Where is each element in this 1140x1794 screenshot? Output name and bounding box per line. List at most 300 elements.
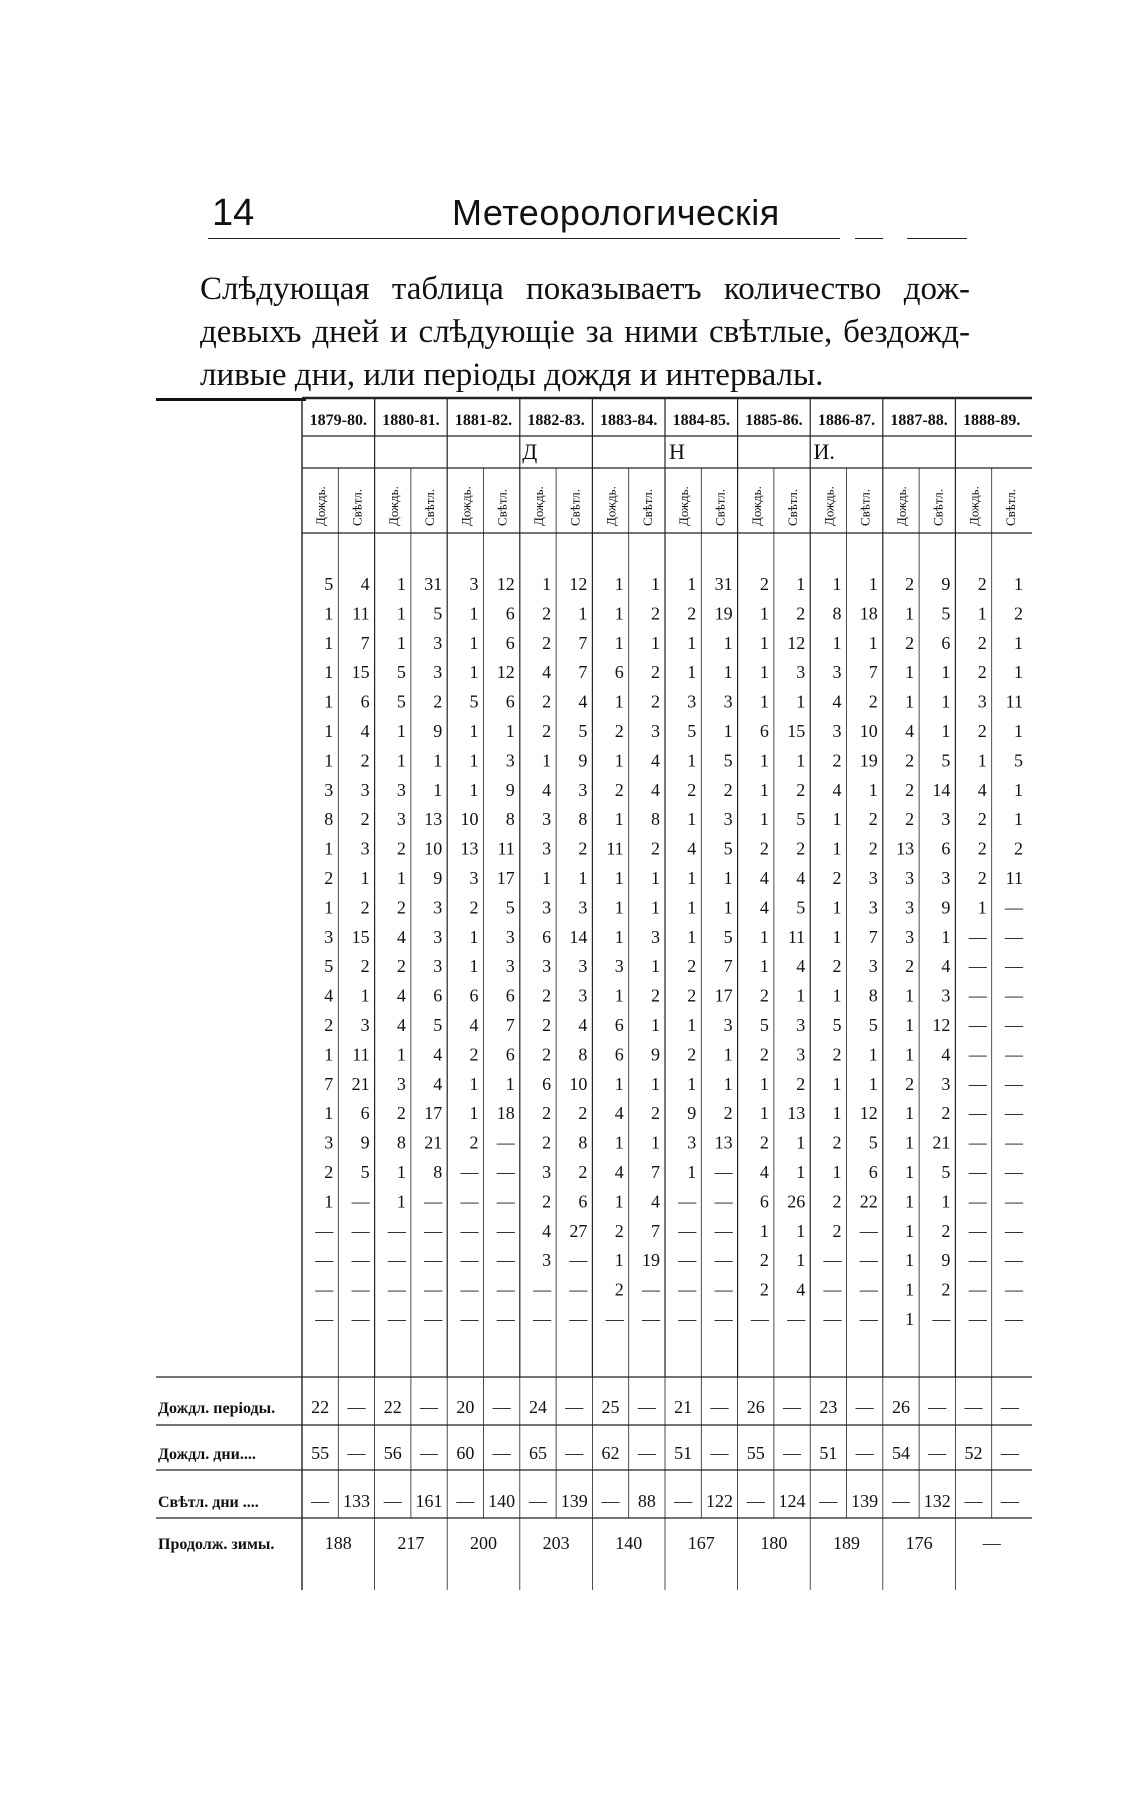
table-cell: 5 bbox=[505, 897, 515, 918]
table-cell: 14 bbox=[932, 779, 951, 800]
table-cell: 1 bbox=[469, 956, 479, 977]
table-cell: 1 bbox=[469, 603, 479, 624]
table-cell: 1 bbox=[977, 603, 987, 624]
summary-cell: 22 bbox=[311, 1397, 330, 1417]
table-cell: 1 bbox=[723, 721, 733, 741]
summary-cell: 60 bbox=[456, 1443, 475, 1463]
table-cell: 3 bbox=[905, 868, 915, 888]
table-cell: 7 bbox=[868, 926, 878, 947]
table-cell: 1 bbox=[396, 721, 406, 741]
table-cell: — bbox=[1005, 1191, 1023, 1212]
summary-cell: 140 bbox=[488, 1491, 516, 1511]
table-cell: 10 bbox=[460, 809, 479, 830]
table-cell: 1 bbox=[396, 1162, 406, 1182]
table-cell: 19 bbox=[714, 603, 733, 624]
summary-cell: 25 bbox=[601, 1397, 620, 1417]
table-cell: 6 bbox=[505, 1044, 515, 1065]
table-cell: 1 bbox=[796, 1220, 806, 1241]
table-cell: — bbox=[460, 1220, 479, 1241]
summary-cell: 88 bbox=[637, 1491, 656, 1511]
table-cell: 3 bbox=[796, 1044, 806, 1065]
table-cell: 3 bbox=[360, 838, 370, 859]
summary-row-label: Дождл. дни.... bbox=[158, 1446, 256, 1463]
table-cell: — bbox=[968, 1015, 987, 1035]
table-cell: 12 bbox=[496, 662, 515, 683]
table-cell: 11 bbox=[606, 838, 624, 859]
table-cell: 3 bbox=[723, 809, 733, 830]
table-cell: — bbox=[387, 1220, 406, 1241]
table-cell: 3 bbox=[469, 868, 479, 888]
table-cell: 1 bbox=[796, 1132, 806, 1153]
summary-cell: — bbox=[565, 1443, 584, 1463]
summary-cell: — bbox=[383, 1491, 402, 1511]
table-cell: 4 bbox=[396, 985, 406, 1006]
table-cell: 3 bbox=[324, 1132, 334, 1153]
table-cell: 9 bbox=[941, 897, 951, 918]
table-cell: 2 bbox=[759, 1250, 769, 1271]
table-cell: 11 bbox=[1005, 691, 1023, 712]
table-cell: 4 bbox=[687, 838, 697, 859]
intro-line-3: ливые дни, или періоды дождя и интервалы. bbox=[200, 357, 824, 393]
summary-cell: 20 bbox=[456, 1397, 475, 1417]
summary-cell: — bbox=[964, 1491, 983, 1511]
table-cell: 1 bbox=[759, 809, 769, 830]
table-cell: 1 bbox=[759, 956, 769, 977]
table-cell: 9 bbox=[433, 721, 443, 741]
table-cell: — bbox=[678, 1220, 697, 1241]
table-cell: 1 bbox=[324, 1044, 334, 1065]
table-cell: 2 bbox=[687, 956, 697, 977]
column-subheader: Дождь. bbox=[313, 486, 329, 526]
table-cell: 2 bbox=[941, 1279, 951, 1300]
table-cell: 2 bbox=[905, 750, 915, 771]
table-cell: 2 bbox=[687, 779, 697, 800]
table-cell: 8 bbox=[505, 809, 515, 830]
table-cell: 1 bbox=[614, 1073, 624, 1094]
table-cell: — bbox=[424, 1220, 443, 1241]
table-cell: 12 bbox=[569, 574, 588, 594]
table-cell: 2 bbox=[832, 1132, 842, 1153]
summary-cell: — bbox=[783, 1443, 802, 1463]
year-header: 1881-82. bbox=[454, 412, 513, 429]
table-cell: — bbox=[968, 1191, 987, 1212]
table-cell: — bbox=[460, 1279, 479, 1300]
table-cell: 1 bbox=[796, 1250, 806, 1271]
table-cell: 3 bbox=[542, 956, 552, 977]
table-cell: 22 bbox=[859, 1191, 878, 1212]
table-cell: 1 bbox=[832, 1073, 842, 1094]
table-cell: — bbox=[533, 1279, 552, 1300]
summary-cell: 23 bbox=[819, 1397, 838, 1417]
table-cell: 2 bbox=[832, 1220, 842, 1241]
column-subheader: Свѣтл. bbox=[494, 489, 510, 526]
table-cell: 3 bbox=[723, 1015, 733, 1035]
table-cell: 1 bbox=[687, 897, 697, 918]
table-cell: 3 bbox=[868, 897, 878, 918]
table-cell: — bbox=[1005, 1250, 1023, 1271]
table-cell: — bbox=[387, 1250, 406, 1271]
table-cell: 1 bbox=[396, 632, 406, 653]
table-cell: — bbox=[968, 1250, 987, 1271]
table-cell: 7 bbox=[651, 1162, 660, 1182]
table-cell: 2 bbox=[542, 1191, 552, 1212]
intro-line-1: Слѣдующая таблица показываетъ количество дож- bbox=[200, 271, 970, 307]
summary-cell: — bbox=[347, 1443, 366, 1463]
table-cell: 1 bbox=[905, 1103, 915, 1124]
table-cell: 2 bbox=[651, 1103, 660, 1124]
table-cell: 2 bbox=[977, 868, 987, 888]
column-subheader: Свѣтл. bbox=[639, 489, 655, 526]
table-cell: — bbox=[787, 1309, 806, 1329]
summary-cell: — bbox=[601, 1491, 620, 1511]
summary-cell: — bbox=[928, 1397, 947, 1417]
table-cell: 1 bbox=[324, 1103, 334, 1124]
table-cell: — bbox=[1005, 985, 1023, 1006]
table-cell: 4 bbox=[796, 956, 806, 977]
table-cell: — bbox=[968, 1162, 987, 1182]
table-cell: 6 bbox=[542, 926, 552, 947]
summary-cell: 26 bbox=[746, 1397, 765, 1417]
table-cell: — bbox=[714, 1220, 733, 1241]
table-cell: 5 bbox=[1014, 750, 1023, 771]
table-cell: 1 bbox=[614, 632, 624, 653]
table-cell: 7 bbox=[578, 662, 588, 683]
table-cell: 9 bbox=[651, 1044, 660, 1065]
summary-cell: — bbox=[1000, 1397, 1019, 1417]
table-cell: 3 bbox=[360, 779, 370, 800]
table-cell: 3 bbox=[868, 956, 878, 977]
table-cell: 6 bbox=[360, 691, 370, 712]
summary-cell: — bbox=[710, 1443, 729, 1463]
table-cell: 8 bbox=[433, 1162, 443, 1182]
table-cell: 1 bbox=[832, 809, 842, 830]
summary-cell: 62 bbox=[601, 1443, 620, 1463]
column-subheader: Свѣтл. bbox=[712, 489, 728, 526]
summary-cell: 56 bbox=[383, 1443, 402, 1463]
table-cell: 3 bbox=[832, 721, 842, 741]
summary-cell: — bbox=[347, 1397, 366, 1417]
table-cell: 1 bbox=[324, 662, 334, 683]
table-cell: 1 bbox=[941, 691, 951, 712]
table-cell: — bbox=[642, 1279, 660, 1300]
table-cell: 2 bbox=[977, 632, 987, 653]
table-cell: 4 bbox=[542, 779, 552, 800]
table-cell: 1 bbox=[941, 721, 951, 741]
table-cell: 1 bbox=[687, 809, 697, 830]
table-cell: — bbox=[823, 1309, 842, 1329]
summary-cell: — bbox=[1000, 1491, 1019, 1511]
table-cell: 2 bbox=[542, 1044, 552, 1065]
table-cell: 4 bbox=[651, 750, 660, 771]
table-cell: — bbox=[460, 1162, 479, 1182]
year-header: 1886-87. bbox=[817, 412, 876, 429]
table-cell: 8 bbox=[396, 1132, 406, 1153]
table-cell: 1 bbox=[1014, 662, 1023, 683]
days-header-letter: Н bbox=[669, 439, 685, 464]
table-cell: 3 bbox=[324, 779, 334, 800]
table-cell: 2 bbox=[759, 1044, 769, 1065]
table-cell: 5 bbox=[396, 691, 406, 712]
table-cell: 8 bbox=[832, 603, 842, 624]
table-cell: 1 bbox=[868, 1073, 878, 1094]
year-header: 1884-85. bbox=[672, 412, 730, 429]
table-cell: 1 bbox=[832, 838, 842, 859]
table-cell: 2 bbox=[542, 985, 552, 1006]
table-cell: 4 bbox=[941, 1044, 951, 1065]
table-cell: 1 bbox=[723, 632, 733, 653]
summary-cell: — bbox=[492, 1397, 511, 1417]
table-cell: — bbox=[714, 1279, 733, 1300]
table-cell: — bbox=[678, 1191, 697, 1212]
table-cell: 5 bbox=[796, 809, 806, 830]
table-cell: 1 bbox=[687, 1162, 697, 1182]
table-cell: — bbox=[496, 1279, 515, 1300]
column-subheader: Дождь. bbox=[893, 486, 909, 526]
table-cell: — bbox=[968, 956, 987, 977]
winter-duration-cell: 217 bbox=[397, 1533, 425, 1553]
table-cell: 2 bbox=[723, 1103, 733, 1124]
table-cell: 1 bbox=[542, 750, 552, 771]
column-subheader: Дождь. bbox=[603, 486, 619, 526]
table-cell: 6 bbox=[505, 603, 515, 624]
table-cell: — bbox=[968, 1073, 987, 1094]
intro-line-2: девыхъ дней и слѣдующіе за ними свѣтлые, бездожд- bbox=[200, 314, 970, 350]
table-cell: 1 bbox=[941, 926, 951, 947]
table-cell: 21 bbox=[932, 1132, 951, 1153]
table-cell: 5 bbox=[868, 1015, 878, 1035]
table-cell: 1 bbox=[723, 662, 733, 683]
table-cell: 1 bbox=[905, 603, 915, 624]
table-cell: 2 bbox=[868, 809, 878, 830]
table-cell: 1 bbox=[1014, 632, 1023, 653]
table-cell: 6 bbox=[614, 1015, 624, 1035]
table-cell: 12 bbox=[859, 1103, 878, 1124]
table-cell: — bbox=[424, 1309, 443, 1329]
table-cell: 2 bbox=[324, 1162, 334, 1182]
summary-cell: 55 bbox=[311, 1443, 330, 1463]
table-cell: 1 bbox=[651, 574, 660, 594]
table-cell: 11 bbox=[787, 926, 806, 947]
table-cell: 1 bbox=[832, 985, 842, 1006]
table-cell: 2 bbox=[977, 809, 987, 830]
table-cell: 15 bbox=[351, 926, 370, 947]
table-cell: — bbox=[968, 1044, 987, 1065]
table-cell: 5 bbox=[687, 721, 697, 741]
table-cell: 21 bbox=[351, 1073, 370, 1094]
table-cell: 2 bbox=[832, 750, 842, 771]
table-cell: 1 bbox=[796, 985, 806, 1006]
table-cell: 1 bbox=[905, 1220, 915, 1241]
table-cell: — bbox=[1005, 956, 1023, 977]
table-cell: — bbox=[968, 1279, 987, 1300]
summary-row-label: Продолж. зимы. bbox=[158, 1536, 275, 1553]
table-cell: 5 bbox=[832, 1015, 842, 1035]
table-cell: 2 bbox=[832, 956, 842, 977]
table-cell: 2 bbox=[796, 838, 806, 859]
table-cell: 1 bbox=[759, 779, 769, 800]
table-cell: 3 bbox=[578, 897, 588, 918]
summary-cell: — bbox=[565, 1397, 584, 1417]
table-cell: 9 bbox=[433, 868, 443, 888]
table-cell: 1 bbox=[651, 1015, 660, 1035]
summary-cell: 133 bbox=[342, 1491, 370, 1511]
table-cell: 1 bbox=[832, 1103, 842, 1124]
table-cell: 14 bbox=[569, 926, 588, 947]
table-cell: 2 bbox=[941, 1220, 951, 1241]
table-cell: 3 bbox=[977, 691, 987, 712]
table-cell: 9 bbox=[941, 574, 951, 594]
table-cell: 3 bbox=[542, 1250, 552, 1271]
winter-duration-cell: 200 bbox=[470, 1533, 497, 1553]
table-cell: 9 bbox=[941, 1250, 951, 1271]
table-cell: — bbox=[1005, 1073, 1023, 1094]
summary-cell: — bbox=[964, 1397, 983, 1417]
table-cell: 1 bbox=[469, 662, 479, 683]
summary-cell: — bbox=[311, 1491, 330, 1511]
table-cell: — bbox=[351, 1191, 370, 1212]
summary-cell: — bbox=[783, 1397, 802, 1417]
table-cell: 3 bbox=[433, 632, 443, 653]
table-cell: — bbox=[968, 1132, 987, 1153]
table-cell: 2 bbox=[759, 574, 769, 594]
table-cell: 1 bbox=[905, 1044, 915, 1065]
table-cell: 1 bbox=[324, 750, 334, 771]
column-subheader: Свѣтл. bbox=[785, 489, 801, 526]
table-cell: 21 bbox=[424, 1132, 443, 1153]
table-cell: 6 bbox=[941, 632, 951, 653]
table-cell: 4 bbox=[578, 691, 588, 712]
table-cell: — bbox=[496, 1250, 515, 1271]
table-cell: 3 bbox=[505, 956, 515, 977]
year-header: 1879-80. bbox=[309, 412, 367, 429]
table-cell: 1 bbox=[941, 662, 951, 683]
table-cell: 4 bbox=[759, 868, 769, 888]
summary-cell: 26 bbox=[891, 1397, 910, 1417]
table-cell: 7 bbox=[360, 632, 370, 653]
table-cell: 1 bbox=[905, 1250, 915, 1271]
table-cell: 13 bbox=[896, 838, 915, 859]
summary-cell: — bbox=[420, 1397, 439, 1417]
table-cell: 4 bbox=[542, 1220, 552, 1241]
table-cell: 1 bbox=[396, 574, 406, 594]
table-cell: 2 bbox=[905, 574, 915, 594]
table-cell: 1 bbox=[687, 926, 697, 947]
table-cell: 1 bbox=[469, 632, 479, 653]
table-cell: 2 bbox=[687, 985, 697, 1006]
summary-cell: — bbox=[819, 1491, 838, 1511]
summary-cell: 52 bbox=[964, 1443, 983, 1463]
table-cell: 5 bbox=[723, 926, 733, 947]
table-cell: 1 bbox=[651, 868, 660, 888]
table-cell: — bbox=[351, 1250, 370, 1271]
table-cell: 19 bbox=[642, 1250, 660, 1271]
table-cell: 3 bbox=[433, 662, 443, 683]
table-cell: 1 bbox=[324, 721, 334, 741]
table-cell: 4 bbox=[433, 1073, 443, 1094]
table-cell: 1 bbox=[977, 897, 987, 918]
year-header: 1880-81. bbox=[382, 412, 440, 429]
table-cell: 1 bbox=[1014, 721, 1023, 741]
winter-duration-cell: 180 bbox=[760, 1533, 788, 1553]
table-cell: — bbox=[1005, 1132, 1023, 1153]
summary-cell: 124 bbox=[778, 1491, 806, 1511]
table-cell: 1 bbox=[868, 574, 878, 594]
table-cell: 6 bbox=[759, 721, 769, 741]
table-cell: — bbox=[1005, 1309, 1023, 1329]
table-cell: 1 bbox=[542, 574, 552, 594]
table-cell: 1 bbox=[324, 632, 334, 653]
column-subheader: Свѣтл. bbox=[422, 489, 438, 526]
table-cell: 1 bbox=[868, 1044, 878, 1065]
table-cell: — bbox=[533, 1309, 552, 1329]
column-subheader: Свѣтл. bbox=[857, 489, 873, 526]
table-cell: — bbox=[605, 1309, 624, 1329]
table-cell: 7 bbox=[324, 1073, 334, 1094]
table-cell: 4 bbox=[396, 1015, 406, 1035]
table-cell: 9 bbox=[360, 1132, 370, 1153]
table-cell: — bbox=[714, 1162, 733, 1182]
table-cell: 3 bbox=[505, 750, 515, 771]
table-cell: 7 bbox=[505, 1015, 515, 1035]
table-cell: 1 bbox=[687, 632, 697, 653]
summary-cell: 122 bbox=[705, 1491, 733, 1511]
table-cell: 2 bbox=[469, 1132, 479, 1153]
table-cell: — bbox=[1005, 1162, 1023, 1182]
table-cell: 13 bbox=[714, 1132, 733, 1153]
table-cell: 1 bbox=[614, 750, 624, 771]
table-cell: 3 bbox=[542, 809, 552, 830]
table-cell: 2 bbox=[324, 1015, 334, 1035]
table-cell: 1 bbox=[469, 779, 479, 800]
table-cell: 1 bbox=[324, 603, 334, 624]
column-subheader: Дождь. bbox=[966, 486, 982, 526]
table-cell: 3 bbox=[687, 691, 697, 712]
column-subheader: Свѣтл. bbox=[349, 489, 365, 526]
table-cell: 4 bbox=[651, 1191, 660, 1212]
table-cell: 1 bbox=[614, 868, 624, 888]
table-cell: — bbox=[1005, 1103, 1023, 1124]
page-number: 14 bbox=[212, 192, 255, 234]
table-cell: 1 bbox=[505, 1073, 515, 1094]
year-header: 1885-86. bbox=[745, 412, 803, 429]
winter-duration-cell: 189 bbox=[833, 1533, 860, 1553]
table-cell: — bbox=[351, 1220, 370, 1241]
table-cell: 1 bbox=[651, 1132, 660, 1153]
column-subheader: Дождь. bbox=[821, 486, 837, 526]
table-cell: 4 bbox=[614, 1162, 624, 1182]
table-cell: 1 bbox=[396, 1044, 406, 1065]
table-cell: 2 bbox=[542, 691, 552, 712]
table-cell: 1 bbox=[832, 1162, 842, 1182]
table-cell: 2 bbox=[759, 838, 769, 859]
table-cell: 12 bbox=[496, 574, 515, 594]
table-cell: 31 bbox=[714, 574, 733, 594]
table-cell: 15 bbox=[351, 662, 370, 683]
table-cell: 1 bbox=[759, 750, 769, 771]
table-cell: 1 bbox=[324, 838, 334, 859]
table-cell: 4 bbox=[941, 956, 951, 977]
table-cell: 2 bbox=[396, 956, 406, 977]
table-cell: 3 bbox=[433, 956, 443, 977]
summary-cell: 139 bbox=[851, 1491, 879, 1511]
summary-cell: 24 bbox=[528, 1397, 547, 1417]
table-cell: — bbox=[1005, 897, 1023, 918]
table-cell: 5 bbox=[759, 1015, 769, 1035]
table-cell: — bbox=[460, 1191, 479, 1212]
table-cell: 3 bbox=[832, 662, 842, 683]
table-cell: 2 bbox=[723, 779, 733, 800]
table-cell: 4 bbox=[977, 779, 987, 800]
